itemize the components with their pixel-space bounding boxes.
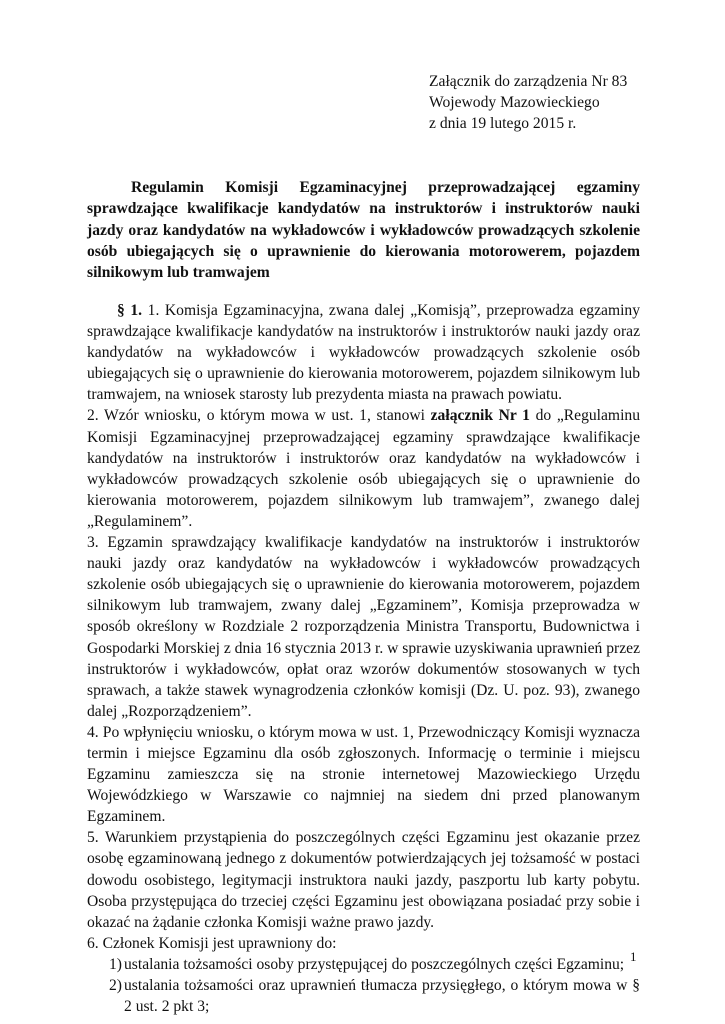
paragraph-1-text: 1. Komisja Egzaminacyjna, zwana dalej „Komisją”, przeprowadza egzaminy sprawdzające kwalifikacje kandydatów na instruktorów i instruktorów nauki jazdy oraz kandydatów na wykładowców i wykładowców prowadzących szkolenie osób ubiegających się o uprawnienie do kierowania motorowerem, pojazdem silnikowym lub tramwajem, na wniosek starosty lub prezydenta miasta na prawach powiatu.: [87, 302, 640, 404]
header-line-3: z dnia 19 lutego 2015 r.: [429, 115, 577, 132]
attachment-reference: załącznik Nr 1: [430, 407, 530, 425]
section-mark: § 1.: [117, 302, 143, 319]
title-text: Regulamin Komisji Egzaminacyjnej przeprowadzającej egzaminy sprawdzające kwalifikacje kandydatów na instruktorów i instruktorów nauki jazdy oraz kandydatów na wykładowców i wykładowców prowadzących szkolenie osób ubiegających się o uprawnienie do kierowania motorowerem, pojazdem silnikowym lub tramwajem: [87, 179, 640, 282]
paragraph-5: 5. Warunkiem przystąpienia do poszczególnych części Egzaminu jest okazanie przez osobę egzaminowaną jednego z dokumentów potwierdzających jej tożsamość w postaci dowodu osobistego, legitymacji instruktora nauki jazdy, paszportu lub karty pobytu. Osoba przystępująca do trzeciej części Egzaminu jest obowiązana posiadać przy sobie i okazać na żądanie członka Komisji ważne prawo jazdy.: [87, 829, 640, 931]
paragraph-6: 6. Członek Komisji jest uprawniony do:: [87, 934, 337, 952]
paragraph-1: [87, 300, 640, 405]
header-line-1: Załącznik do zarządzenia Nr 83: [429, 73, 628, 90]
paragraph-4: 4. Po wpłynięciu wniosku, o którym mowa w ust. 1, Przewodniczący Komisji wyznacza termin i miejsce Egzaminu dla osób zgłoszonych. Informację o terminie i miejscu Egzaminu zamieszcza się na stronie internetowej Mazowieckiego Urzędu Wojewódzkiego w Warszawie co najmniej na siedem dni przed planowanym Egzaminem.: [87, 723, 640, 826]
list-item: [87, 954, 640, 975]
paragraph-2: [87, 405, 640, 532]
permissions-list: [87, 954, 640, 1017]
list-item-number: 1): [109, 955, 122, 973]
list-item-number: 2): [109, 977, 122, 994]
list-item: [87, 975, 640, 1017]
section-1: [87, 300, 640, 1017]
list-item-text: ustalania tożsamości oraz uprawnień tłumacza przysięgłego, o którym mowa w § 2 ust. 2 pkt 3;: [124, 977, 640, 1016]
document-title: [87, 177, 640, 283]
page-number: 1: [630, 949, 637, 964]
header-line-2: Wojewody Mazowieckiego: [429, 94, 600, 111]
list-item-text: ustalania tożsamości osoby przystępującej do poszczególnych części Egzaminu;: [124, 955, 625, 973]
paragraph-2-text-a: 2. Wzór wniosku, o którym mowa w ust. 1, stanowi: [87, 407, 431, 425]
paragraph-3: 3. Egzamin sprawdzający kwalifikacje kandydatów na instruktorów i instruktorów nauki jazdy oraz kandydatów na wykładowców i wykładowców prowadzących szkolenie osób ubiegających się o uprawnienie do kierowania motorowerem, pojazdem silnikowym lub tramwajem, zwany dalej „Egzaminem”, Komisja przeprowadza w sposób określony w Rozdziale 2 rozporządzenia Ministra Transportu, Budownictwa i Gospodarki Morskiej z dnia 16 stycznia 2013 r. w sprawie uzyskiwania uprawnień przez instruktorów i wykładowców, opłat oraz wzorów dokumentów stosowanych w tych sprawach, a także stawek wynagrodzenia członków komisji (Dz. U. poz. 93), zwanego dalej „Rozporządzeniem”.: [87, 534, 640, 720]
attachment-header: [429, 71, 709, 134]
paragraph-2-text-b: do „Regulaminu Komisji Egzaminacyjnej przeprowadzającej egzaminy sprawdzające kwalifikacje kandydatów na instruktorów i instruktorów oraz kandydatów na wykładowców i wykładowców prowadzących szkolenie osób ubiegających się o uprawnienie do kierowania motorowerem, pojazdem silnikowym lub tramwajem”, zwanego dalej „Regulaminem”.: [87, 407, 640, 530]
